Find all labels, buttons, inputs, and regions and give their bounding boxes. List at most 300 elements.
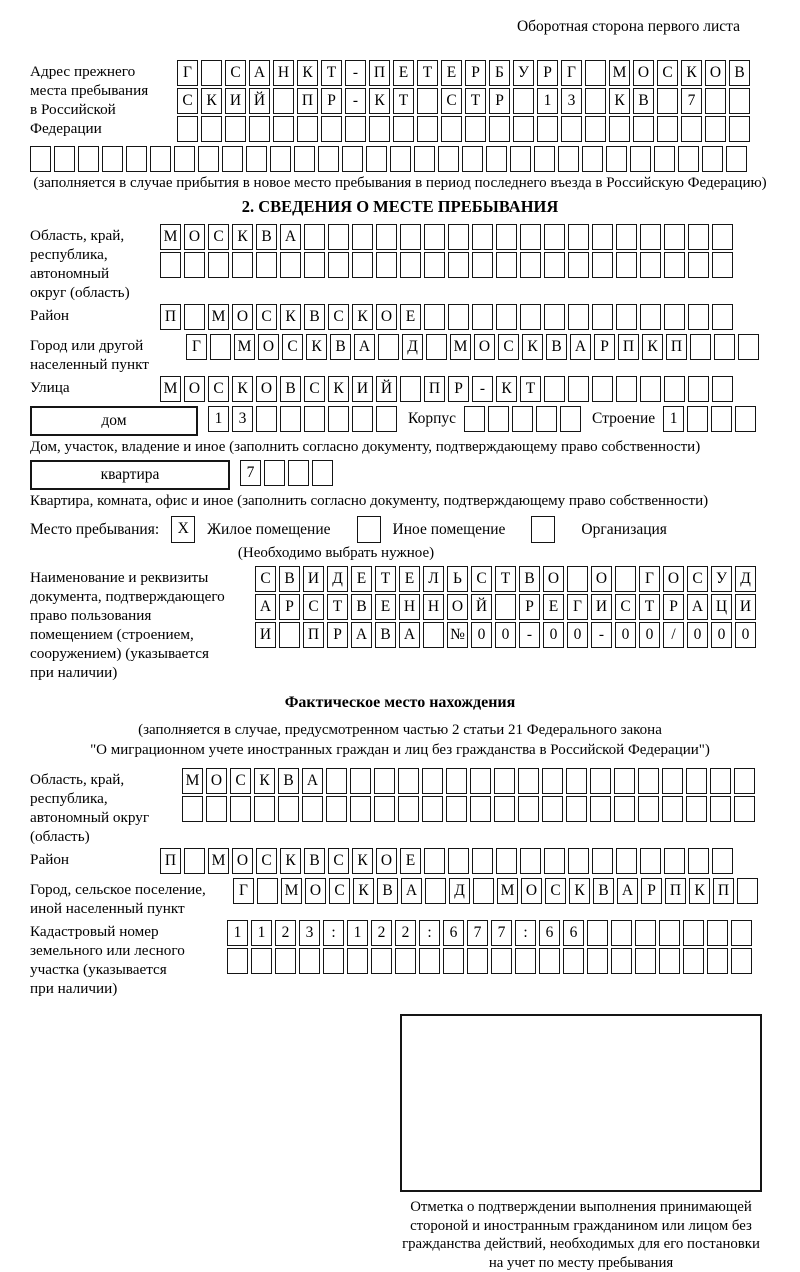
char-cell: О bbox=[591, 566, 612, 592]
char-cell bbox=[686, 768, 707, 794]
field-label: Город или другой населенный пункт bbox=[30, 337, 149, 373]
char-cell bbox=[633, 116, 654, 142]
char-cell bbox=[398, 768, 419, 794]
prev-address-note: (заполняется в случае прибытия в новое место пребывания в период последнего въезда в Российскую Федерацию) bbox=[33, 175, 767, 191]
char-cell: Е bbox=[400, 848, 421, 874]
char-cell: Н bbox=[423, 594, 444, 620]
field-label: Область, край, республика, автономный округ (область) bbox=[30, 771, 150, 845]
char-cell: П bbox=[160, 848, 181, 874]
char-cell: В bbox=[375, 622, 396, 648]
char-cell bbox=[297, 116, 318, 142]
char-cell bbox=[256, 252, 277, 278]
char-cell bbox=[472, 848, 493, 874]
char-cell bbox=[426, 334, 447, 360]
char-cell: В bbox=[546, 334, 567, 360]
char-cell bbox=[376, 406, 397, 432]
char-cell: П bbox=[713, 878, 734, 904]
char-cell bbox=[254, 796, 275, 822]
char-cell: П bbox=[369, 60, 390, 86]
char-cell bbox=[424, 224, 445, 250]
char-cell bbox=[198, 146, 219, 172]
char-cell: О bbox=[184, 224, 205, 250]
char-cell bbox=[312, 460, 333, 486]
char-cell bbox=[352, 406, 373, 432]
char-cell bbox=[654, 146, 675, 172]
char-cell: В bbox=[519, 566, 540, 592]
char-cell bbox=[638, 768, 659, 794]
char-cell: 3 bbox=[232, 406, 253, 432]
char-cell bbox=[321, 116, 342, 142]
char-cell bbox=[472, 304, 493, 330]
char-cell bbox=[518, 796, 539, 822]
field-label: Наименование и реквизиты документа, подтверждающего право пользования помещением (строением, сооружением) (указывается при наличии) bbox=[30, 569, 225, 681]
char-cell: : bbox=[515, 920, 536, 946]
char-cell: П bbox=[160, 304, 181, 330]
char-cell bbox=[232, 252, 253, 278]
char-cell: С bbox=[471, 566, 492, 592]
char-cell bbox=[737, 878, 758, 904]
char-cell: С bbox=[304, 376, 325, 402]
char-cell bbox=[424, 304, 445, 330]
char-cell bbox=[54, 146, 75, 172]
char-cell: Н bbox=[399, 594, 420, 620]
char-cell bbox=[542, 768, 563, 794]
char-cell bbox=[657, 88, 678, 114]
char-cell: 7 bbox=[467, 920, 488, 946]
char-cell bbox=[326, 796, 347, 822]
char-cell bbox=[350, 796, 371, 822]
char-cell: О bbox=[376, 304, 397, 330]
field-label: Город, сельское поселение, иной населенный пункт bbox=[30, 881, 206, 917]
char-cell: А bbox=[617, 878, 638, 904]
char-cell bbox=[184, 848, 205, 874]
char-cell: К bbox=[352, 304, 373, 330]
char-cell bbox=[614, 768, 635, 794]
field-cadastre bbox=[30, 920, 770, 998]
stay-type-label: Место пребывания: bbox=[30, 520, 160, 538]
char-cell bbox=[534, 146, 555, 172]
char-cell: - bbox=[591, 622, 612, 648]
char-cell bbox=[568, 304, 589, 330]
actual-location-note: (заполняется в случае, предусмотренном частью 2 статьи 21 Федерального закона bbox=[138, 722, 662, 738]
char-cell: А bbox=[249, 60, 270, 86]
char-cell: 3 bbox=[561, 88, 582, 114]
char-cell: С bbox=[225, 60, 246, 86]
char-cell bbox=[714, 334, 735, 360]
char-cell bbox=[606, 146, 627, 172]
choose-note: (Необходимо выбрать нужное) bbox=[237, 545, 435, 561]
char-cell: В bbox=[278, 768, 299, 794]
char-cell: А bbox=[570, 334, 591, 360]
char-cell: Б bbox=[489, 60, 510, 86]
char-cell bbox=[273, 88, 294, 114]
char-cell bbox=[616, 224, 637, 250]
field-apartment bbox=[30, 460, 770, 490]
char-cell bbox=[731, 948, 752, 974]
char-cell: : bbox=[323, 920, 344, 946]
char-cell: Е bbox=[400, 304, 421, 330]
char-cell: Т bbox=[495, 566, 516, 592]
char-row bbox=[160, 224, 736, 250]
char-cell bbox=[734, 768, 755, 794]
char-cell: 0 bbox=[639, 622, 660, 648]
char-cell: 6 bbox=[563, 920, 584, 946]
char-cell bbox=[686, 796, 707, 822]
char-cell bbox=[687, 406, 708, 432]
char-cell: В bbox=[304, 848, 325, 874]
char-cell: С bbox=[545, 878, 566, 904]
char-cell bbox=[374, 796, 395, 822]
field-document bbox=[30, 566, 770, 682]
char-cell: О bbox=[633, 60, 654, 86]
char-cell bbox=[423, 622, 444, 648]
char-cell: С bbox=[441, 88, 462, 114]
char-cell bbox=[251, 948, 272, 974]
char-cell bbox=[567, 566, 588, 592]
char-cell bbox=[494, 768, 515, 794]
char-cell bbox=[230, 796, 251, 822]
char-cell bbox=[488, 406, 509, 432]
field-region bbox=[30, 224, 770, 302]
char-cell: С bbox=[657, 60, 678, 86]
char-cell bbox=[486, 146, 507, 172]
char-cell bbox=[616, 376, 637, 402]
char-cell: 2 bbox=[275, 920, 296, 946]
char-row bbox=[160, 376, 736, 402]
char-cell: В bbox=[729, 60, 750, 86]
char-cell: 1 bbox=[537, 88, 558, 114]
char-cell bbox=[227, 948, 248, 974]
char-cell bbox=[393, 116, 414, 142]
char-cell: И bbox=[735, 594, 756, 620]
char-cell: Д bbox=[449, 878, 470, 904]
char-cell bbox=[273, 116, 294, 142]
char-cell bbox=[448, 848, 469, 874]
char-cell bbox=[288, 460, 309, 486]
char-cell bbox=[592, 304, 613, 330]
char-cell: 0 bbox=[567, 622, 588, 648]
char-row bbox=[160, 304, 736, 330]
char-cell bbox=[712, 848, 733, 874]
char-row bbox=[227, 948, 755, 974]
char-cell bbox=[280, 252, 301, 278]
char-cell: К bbox=[609, 88, 630, 114]
char-cell: С bbox=[177, 88, 198, 114]
char-cell bbox=[419, 948, 440, 974]
char-cell bbox=[568, 376, 589, 402]
field-prev-address bbox=[30, 60, 770, 144]
char-cell bbox=[566, 768, 587, 794]
char-cell: А bbox=[399, 622, 420, 648]
char-cell: Н bbox=[273, 60, 294, 86]
char-cell: Т bbox=[639, 594, 660, 620]
char-row bbox=[255, 594, 759, 620]
field-district bbox=[30, 304, 770, 332]
char-cell: Г bbox=[567, 594, 588, 620]
char-cell bbox=[640, 224, 661, 250]
char-cell: Д bbox=[402, 334, 423, 360]
char-cell bbox=[616, 848, 637, 874]
char-cell: Ц bbox=[711, 594, 732, 620]
char-cell bbox=[561, 116, 582, 142]
char-cell bbox=[491, 948, 512, 974]
char-cell: О bbox=[376, 848, 397, 874]
char-cell bbox=[414, 146, 435, 172]
char-row bbox=[464, 406, 584, 432]
char-cell bbox=[712, 224, 733, 250]
char-cell bbox=[712, 376, 733, 402]
char-cell: 7 bbox=[681, 88, 702, 114]
char-cell: 0 bbox=[615, 622, 636, 648]
char-cell: Д bbox=[735, 566, 756, 592]
char-cell bbox=[710, 796, 731, 822]
char-cell: К bbox=[280, 304, 301, 330]
char-cell bbox=[257, 878, 278, 904]
char-cell: Р bbox=[489, 88, 510, 114]
char-cell: К bbox=[232, 376, 253, 402]
char-cell: С bbox=[256, 848, 277, 874]
char-cell bbox=[443, 948, 464, 974]
char-cell bbox=[299, 948, 320, 974]
char-cell bbox=[222, 146, 243, 172]
char-cell bbox=[520, 848, 541, 874]
char-cell: В bbox=[280, 376, 301, 402]
char-cell bbox=[422, 768, 443, 794]
char-cell: Т bbox=[520, 376, 541, 402]
char-cell bbox=[702, 146, 723, 172]
char-cell bbox=[422, 796, 443, 822]
char-cell: Т bbox=[417, 60, 438, 86]
char-cell bbox=[398, 796, 419, 822]
char-cell: 1 bbox=[208, 406, 229, 432]
char-cell: Е bbox=[399, 566, 420, 592]
char-cell bbox=[376, 252, 397, 278]
char-cell bbox=[735, 406, 756, 432]
char-cell: Т bbox=[375, 566, 396, 592]
char-cell bbox=[328, 406, 349, 432]
char-cell: О bbox=[258, 334, 279, 360]
char-cell: 6 bbox=[539, 920, 560, 946]
char-cell: Р bbox=[279, 594, 300, 620]
option-label-organization: Организация bbox=[581, 520, 667, 538]
char-cell: У bbox=[513, 60, 534, 86]
char-cell bbox=[544, 376, 565, 402]
option-label-other-premises: Иное помещение bbox=[392, 520, 506, 538]
char-cell: Е bbox=[375, 594, 396, 620]
char-cell: Г bbox=[177, 60, 198, 86]
char-cell bbox=[400, 376, 421, 402]
char-cell: 0 bbox=[471, 622, 492, 648]
char-row bbox=[160, 848, 736, 874]
char-cell bbox=[688, 376, 709, 402]
char-row bbox=[255, 622, 759, 648]
char-cell bbox=[496, 848, 517, 874]
char-cell bbox=[249, 116, 270, 142]
char-cell: С bbox=[687, 566, 708, 592]
char-cell bbox=[513, 116, 534, 142]
char-cell bbox=[352, 224, 373, 250]
char-row bbox=[160, 252, 736, 278]
char-cell: К bbox=[522, 334, 543, 360]
checkbox-residential: X bbox=[171, 516, 195, 543]
char-cell: П bbox=[666, 334, 687, 360]
char-cell bbox=[473, 878, 494, 904]
char-cell bbox=[210, 334, 231, 360]
house-label-box: дом bbox=[30, 406, 198, 436]
char-row bbox=[227, 920, 755, 946]
char-cell bbox=[378, 334, 399, 360]
char-cell bbox=[126, 146, 147, 172]
char-cell: О bbox=[305, 878, 326, 904]
char-cell: М bbox=[160, 376, 181, 402]
char-cell: Е bbox=[351, 566, 372, 592]
char-cell: - bbox=[519, 622, 540, 648]
char-cell bbox=[278, 796, 299, 822]
stamp-area bbox=[400, 1014, 762, 1192]
char-cell: Т bbox=[321, 60, 342, 86]
char-cell: С bbox=[328, 848, 349, 874]
char-cell bbox=[424, 252, 445, 278]
char-cell: О bbox=[206, 768, 227, 794]
char-cell: И bbox=[303, 566, 324, 592]
char-cell: Р bbox=[537, 60, 558, 86]
char-cell bbox=[279, 622, 300, 648]
char-cell: М bbox=[160, 224, 181, 250]
char-cell: Т bbox=[465, 88, 486, 114]
char-cell: 7 bbox=[491, 920, 512, 946]
char-cell: Р bbox=[448, 376, 469, 402]
char-cell bbox=[536, 406, 557, 432]
char-cell bbox=[542, 796, 563, 822]
char-cell: К bbox=[254, 768, 275, 794]
char-cell: П bbox=[303, 622, 324, 648]
char-cell: О bbox=[256, 376, 277, 402]
char-cell: 0 bbox=[543, 622, 564, 648]
char-cell bbox=[371, 948, 392, 974]
field-label: Кадастровый номер земельного или лесного участка (указывается при наличии) bbox=[30, 923, 185, 997]
char-cell: С bbox=[329, 878, 350, 904]
char-cell: Й bbox=[471, 594, 492, 620]
char-cell bbox=[374, 768, 395, 794]
stamp-caption: Отметка о подтверждении выполнения принимающей стороной и иностранным гражданином или лицом без гражданства действий, необходимых для его постановки на учет по месту пребывания bbox=[402, 1199, 760, 1271]
char-cell: М bbox=[281, 878, 302, 904]
char-cell bbox=[568, 224, 589, 250]
actual-location-note: "О миграционном учете иностранных граждан и лиц без гражданства в Российской Федерации") bbox=[90, 742, 710, 758]
char-cell bbox=[446, 796, 467, 822]
char-cell: В bbox=[256, 224, 277, 250]
char-cell bbox=[731, 920, 752, 946]
char-cell: К bbox=[689, 878, 710, 904]
char-cell: В bbox=[330, 334, 351, 360]
checkbox-organization bbox=[531, 516, 555, 543]
char-cell bbox=[544, 848, 565, 874]
apartment-note: Квартира, комната, офис и иное (заполнить согласно документу, подтверждающему право собственности) bbox=[30, 493, 709, 509]
char-cell bbox=[681, 116, 702, 142]
field-label: Адрес прежнего места пребывания в Российской Федерации bbox=[30, 63, 149, 137]
char-cell: - bbox=[472, 376, 493, 402]
char-cell: - bbox=[345, 88, 366, 114]
char-cell: 2 bbox=[395, 920, 416, 946]
char-cell bbox=[738, 334, 759, 360]
char-row bbox=[182, 796, 758, 822]
char-cell bbox=[592, 848, 613, 874]
char-cell: И bbox=[225, 88, 246, 114]
char-cell: К bbox=[642, 334, 663, 360]
field-region-actual bbox=[30, 768, 770, 846]
char-cell: О bbox=[543, 566, 564, 592]
char-cell: П bbox=[665, 878, 686, 904]
char-cell bbox=[304, 252, 325, 278]
char-cell: П bbox=[618, 334, 639, 360]
char-cell: О bbox=[447, 594, 468, 620]
char-cell: А bbox=[302, 768, 323, 794]
char-cell bbox=[563, 948, 584, 974]
char-cell bbox=[328, 252, 349, 278]
char-cell: И bbox=[591, 594, 612, 620]
char-cell bbox=[615, 566, 636, 592]
char-cell bbox=[294, 146, 315, 172]
char-cell bbox=[328, 224, 349, 250]
char-cell bbox=[690, 334, 711, 360]
char-cell: К bbox=[328, 376, 349, 402]
char-cell: К bbox=[306, 334, 327, 360]
char-cell bbox=[712, 252, 733, 278]
char-cell: Л bbox=[423, 566, 444, 592]
char-cell bbox=[609, 116, 630, 142]
char-cell: К bbox=[496, 376, 517, 402]
checkbox-other-premises bbox=[357, 516, 381, 543]
char-cell bbox=[495, 594, 516, 620]
char-cell bbox=[256, 406, 277, 432]
char-row bbox=[182, 768, 758, 794]
char-cell bbox=[366, 146, 387, 172]
char-cell bbox=[160, 252, 181, 278]
char-cell bbox=[520, 304, 541, 330]
field-label: Район bbox=[30, 851, 70, 868]
char-cell: О bbox=[184, 376, 205, 402]
char-cell: М bbox=[208, 848, 229, 874]
char-cell bbox=[225, 116, 246, 142]
char-cell bbox=[585, 60, 606, 86]
char-cell: А bbox=[687, 594, 708, 620]
char-cell: Г bbox=[233, 878, 254, 904]
char-cell: 2 bbox=[371, 920, 392, 946]
page-title: Оборотная сторона первого листа bbox=[516, 18, 740, 35]
field-district-actual bbox=[30, 848, 770, 876]
char-cell: Г bbox=[561, 60, 582, 86]
char-cell: Р bbox=[327, 622, 348, 648]
char-cell bbox=[206, 796, 227, 822]
char-cell: С bbox=[208, 376, 229, 402]
char-row bbox=[208, 406, 400, 432]
char-cell: С bbox=[208, 224, 229, 250]
field-stay-type bbox=[30, 516, 770, 543]
char-cell bbox=[592, 224, 613, 250]
char-cell bbox=[611, 948, 632, 974]
char-cell: К bbox=[369, 88, 390, 114]
char-cell: В bbox=[593, 878, 614, 904]
stroenie-label: Строение bbox=[592, 410, 656, 427]
char-cell bbox=[518, 768, 539, 794]
char-cell: А bbox=[351, 622, 372, 648]
char-cell: М bbox=[234, 334, 255, 360]
char-cell bbox=[462, 146, 483, 172]
char-cell bbox=[177, 116, 198, 142]
house-note: Дом, участок, владение и иное (заполнить согласно документу, подтверждающему право собственности) bbox=[30, 439, 701, 455]
char-cell bbox=[662, 796, 683, 822]
char-cell: К bbox=[352, 848, 373, 874]
char-cell bbox=[376, 224, 397, 250]
